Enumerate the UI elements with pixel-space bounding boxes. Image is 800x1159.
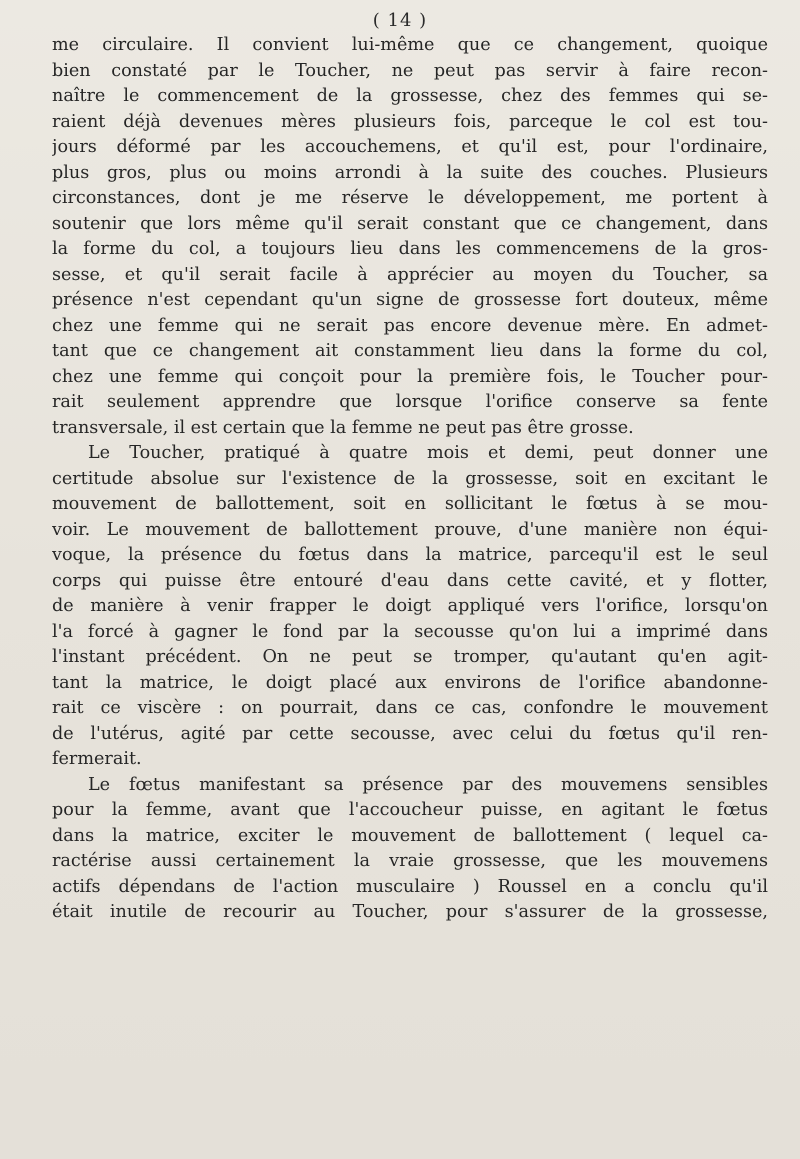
text-line: tant la matrice, le doigt placé aux environs de l'orifice abandonne- bbox=[52, 672, 768, 693]
paragraph bbox=[52, 441, 768, 773]
text-line: me circulaire. Il convient lui-même que ce changement, quoique bbox=[52, 35, 768, 55]
text-line: voir. Le mouvement de ballottement prouve, d'une manière non équi- bbox=[52, 519, 768, 540]
text-line: présence n'est cependant qu'un signe de grossesse fort douteux, même bbox=[52, 290, 768, 310]
text-line: voque, la présence du fœtus dans la matrice, parcequ'il est le seul bbox=[52, 545, 768, 565]
text-line: l'instant précédent. On ne peut se tromper, qu'autant qu'en agit- bbox=[52, 647, 768, 667]
text-line: mouvement de ballottement, soit en sollicitant le fœtus à se mou- bbox=[52, 494, 768, 514]
text-line: plus gros, plus ou moins arrondi à la suite des couches. Plusieurs bbox=[52, 162, 768, 183]
text-line: l'a forcé à gagner le fond par la secousse qu'on lui a imprimé dans bbox=[52, 621, 768, 642]
text-line: actifs dépendans de l'action musculaire ) Roussel en a conclu qu'il bbox=[52, 876, 768, 897]
text-line: bien constaté par le Toucher, ne peut pas servir à faire recon- bbox=[52, 60, 768, 81]
paragraph bbox=[52, 773, 768, 926]
text-line: certitude absolue sur l'existence de la grossesse, soit en excitant le bbox=[52, 468, 768, 489]
text-line: sesse, et qu'il serait facile à apprécier au moyen du Toucher, sa bbox=[52, 264, 768, 285]
text-line: raient déjà devenues mères plusieurs fois, parceque le col est tou- bbox=[52, 111, 768, 132]
text-line: de l'utérus, agité par cette secousse, avec celui du fœtus qu'il ren- bbox=[52, 723, 768, 744]
text-line: fermerait. bbox=[52, 749, 142, 769]
text-line: tant que ce changement ait constamment lieu dans la forme du col, bbox=[52, 341, 768, 361]
text-line: soutenir que lors même qu'il serait constant que ce changement, dans bbox=[52, 213, 768, 234]
page-number: ( 14 ) bbox=[372, 10, 428, 31]
text-line: corps qui puisse être entouré d'eau dans cette cavité, et y flotter, bbox=[52, 570, 768, 591]
text-line: pour la femme, avant que l'accoucheur puisse, en agitant le fœtus bbox=[52, 800, 768, 820]
text-line: rait seulement apprendre que lorsque l'orifice conserve sa fente bbox=[52, 392, 768, 412]
text-line: Le Toucher, pratiqué à quatre mois et demi, peut donner une bbox=[88, 443, 768, 463]
text-line: chez une femme qui ne serait pas encore devenue mère. En admet- bbox=[52, 315, 768, 336]
text-line: transversale, il est certain que la femme ne peut pas être grosse. bbox=[52, 417, 634, 438]
text-line: chez une femme qui conçoit pour la première fois, le Toucher pour- bbox=[52, 366, 768, 387]
text-line: Le fœtus manifestant sa présence par des mouvemens sensibles bbox=[88, 774, 768, 795]
text-line: circonstances, dont je me réserve le développement, me portent à bbox=[52, 188, 768, 208]
paragraph bbox=[52, 33, 768, 441]
body-text bbox=[52, 33, 768, 926]
text-line: jours déformé par les accouchemens, et qu'il est, pour l'ordinaire, bbox=[52, 137, 768, 157]
text-line: naître le commencement de la grossesse, chez des femmes qui se- bbox=[52, 86, 768, 106]
text-line: de manière à venir frapper le doigt appliqué vers l'orifice, lorsqu'on bbox=[52, 596, 768, 616]
text-line: dans la matrice, exciter le mouvement de ballottement ( lequel ca- bbox=[52, 825, 768, 846]
text-line: était inutile de recourir au Toucher, pour s'assurer de la grossesse, bbox=[52, 902, 768, 922]
text-line: rait ce viscère : on pourrait, dans ce cas, confondre le mouvement bbox=[52, 698, 768, 718]
text-line: la forme du col, a toujours lieu dans les commencemens de la gros- bbox=[52, 239, 768, 259]
text-line: ractérise aussi certainement la vraie grossesse, que les mouvemens bbox=[52, 851, 768, 871]
